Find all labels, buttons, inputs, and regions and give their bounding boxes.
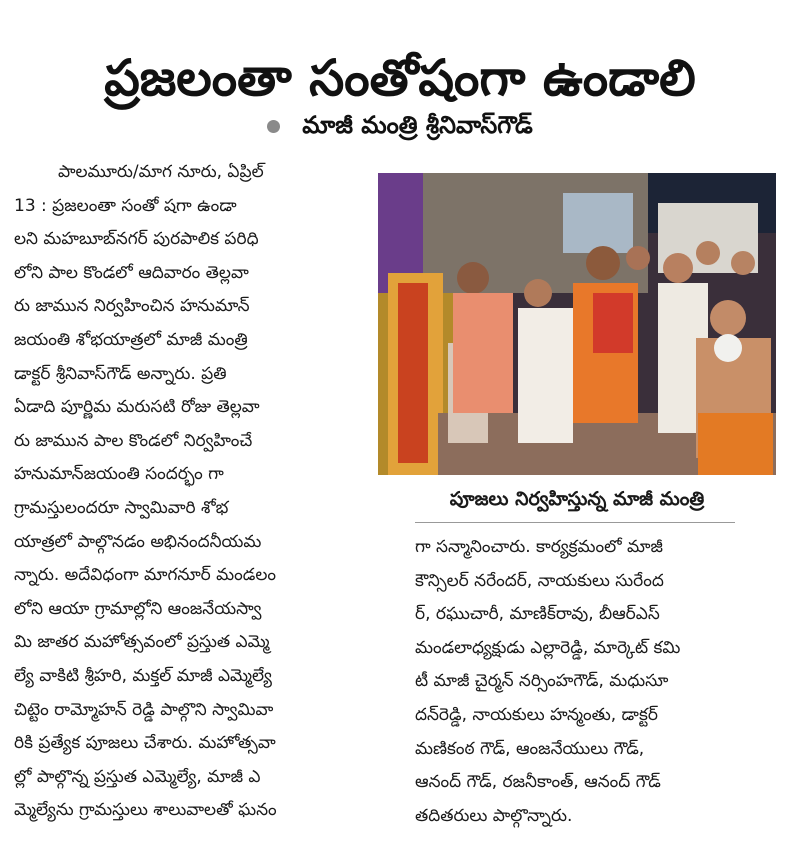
event-photo	[378, 173, 776, 475]
body-line: ల్లో పాల్గొన్న ప్రస్తుత ఎమ్మెల్యే, మాజీ ఎ	[14, 766, 261, 787]
body-line: 13 : ప్రజలంతా సంతో షగా ఉండా	[14, 195, 237, 216]
body-line: గా సన్మానించారు. కార్యక్రమంలో మాజీ	[415, 537, 663, 557]
body-line: హనుమాన్‌జయంతి సందర్భం గా	[14, 464, 224, 485]
body-line: మ్మెల్యేను గ్రామస్తులు శాలువాలతో ఘనం	[14, 800, 277, 821]
body-line: జయంతి శోభయాత్రలో మాజీ మంత్రి	[14, 329, 248, 350]
body-line: రు జామున నిర్వహించిన హనుమాన్	[14, 296, 250, 317]
body-line: ఏడాది పూర్ణిమ మరుసటి రోజు తెల్లవా	[14, 397, 260, 418]
right-column	[415, 531, 787, 833]
body-line: యాత్రలో పాల్గొనడం అభినందనీయమ	[14, 531, 262, 552]
byline	[0, 108, 800, 142]
body-line: లోని పాల కొండలో ఆదివారం తెల్లవా	[14, 262, 249, 283]
body-line: టీ మాజీ చైర్మన్ నర్సింహగౌడ్, మధుసూ	[415, 671, 669, 692]
body-line: డాక్టర్ శ్రీనివాస్‌గౌడ్ అన్నారు. ప్రతి	[14, 363, 227, 384]
body-line: ల్యే వాకిటి శ్రీహరి, మక్తల్ మాజీ ఎమ్మెల్యే	[14, 665, 272, 686]
body-line: ర్, రఘుచారీ, మాణిక్‌రావు, బీఆర్‌ఎస్	[415, 604, 660, 625]
body-line: ఆనంద్ గౌడ్, రజనీకాంత్, ఆనంద్ గౌడ్	[415, 772, 661, 793]
body-line: లోని ఆయా గ్రామాల్లోని ఆంజనేయస్వా	[14, 598, 262, 619]
event-photo-illustration	[378, 173, 776, 475]
body-line: తదితరులు పాల్గొన్నారు.	[415, 805, 573, 826]
photo-caption: పూజలు నిర్వహిస్తున్న మాజీ మంత్రి	[449, 488, 705, 510]
body-line: న్నారు. అదేవిధంగా మాగనూర్ మండలం	[14, 565, 277, 586]
body-line: లని మహబూబ్‌నగర్ పురపాలిక పరిధి	[14, 229, 259, 250]
body-line: మణికంఠ గౌడ్, ఆంజనేయులు గౌడ్,	[415, 738, 645, 759]
body-line: మండలాధ్యక్షుడు ఎల్లారెడ్డి, మార్కెట్ కమి	[415, 637, 681, 658]
body-line: రికి ప్రత్యేక పూజలు చేశారు. మహోత్సవా	[14, 733, 276, 754]
left-column	[14, 156, 370, 828]
bullet-icon	[267, 120, 280, 133]
body-line: గ్రామస్తులందరూ స్వామివారి శోభ	[14, 497, 229, 518]
body-line: రు జామున పాల కొండలో నిర్వహించే	[14, 430, 253, 451]
divider	[415, 522, 735, 523]
body-line: దన్‌రెడ్డి, నాయకులు హన్మంతు, డాక్టర్	[415, 704, 658, 725]
body-line: చిట్టెం రామ్మోహన్ రెడ్డి పాల్గొని స్వామివా	[14, 699, 274, 720]
byline-text: మాజీ మంత్రి శ్రీనివాస్‌గౌడ్	[302, 111, 533, 139]
body-line: మి జాతర మహోత్సవంలో ప్రస్తుత ఎమ్మె	[14, 632, 270, 653]
headline: ప్రజలంతా సంతోషంగా ఉండాలి	[104, 48, 696, 107]
body-line: పాలమూరు/మాగ నూరు, ఏప్రిల్	[58, 162, 264, 182]
body-line: కౌన్సిలర్ నరేందర్, నాయకులు సురేంద	[415, 570, 664, 591]
